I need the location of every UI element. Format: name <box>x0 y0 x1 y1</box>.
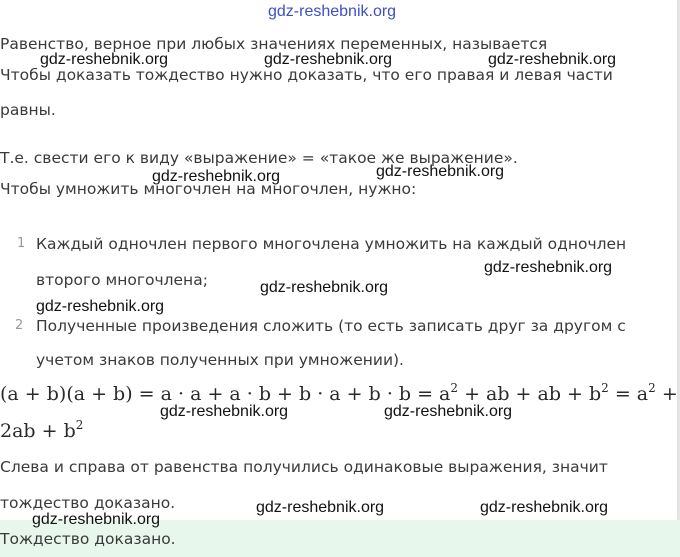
watermark: gdz-reshebnik.org <box>484 259 613 276</box>
math-expr-part: + ab + ab + b <box>458 383 602 405</box>
proof-method-line-end: равны. <box>0 101 56 119</box>
step-2-text: Полученные произведения сложить (то есть записать друг за другом с <box>36 317 626 335</box>
math-expr-part: (a + b)(a + b) = a · a + a · b + b · a + b · b = a <box>0 383 451 405</box>
math-exponent: 2 <box>450 381 459 395</box>
proof-method-line: Чтобы доказать тождество нужно доказать, что его правая и левая части <box>0 66 613 84</box>
watermark: gdz-reshebnik.org <box>260 279 389 296</box>
watermark-top: gdz-reshebnik.org <box>268 3 397 20</box>
watermark: gdz-reshebnik.org <box>40 51 169 68</box>
reduce-form-line: Т.е. свести его к виду «выражение» = «такое же выражение». <box>0 149 518 167</box>
watermark: gdz-reshebnik.org <box>256 499 385 516</box>
watermark: gdz-reshebnik.org <box>160 403 289 420</box>
answer-text: Тождество доказано. <box>0 530 176 548</box>
step-1-text-cont: второго многочлена; <box>36 271 208 289</box>
watermark: gdz-reshebnik.org <box>32 511 161 528</box>
math-line-1 <box>0 382 678 406</box>
step-1-text: Каждый одночлен первого многочлена умножить на каждый одночлен <box>36 235 627 253</box>
math-line-2 <box>0 419 83 443</box>
multiply-rule-intro: Чтобы умножить многочлен на многочлен, нужно: <box>0 180 417 198</box>
conclusion-line-end: тождество доказано. <box>0 494 176 512</box>
step-number-2: 2 <box>15 318 24 333</box>
math-expr-part: = a <box>608 383 649 405</box>
watermark: gdz-reshebnik.org <box>384 403 513 420</box>
watermark: gdz-reshebnik.org <box>152 168 281 185</box>
step-number-1: 1 <box>17 236 26 251</box>
step-2-text-cont: учетом знаков полученных при умножении). <box>36 351 404 369</box>
math-expr-part: 2ab + b <box>0 420 76 442</box>
math-expr-part: + <box>655 383 678 405</box>
watermark: gdz-reshebnik.org <box>264 51 393 68</box>
watermark: gdz-reshebnik.org <box>36 298 165 315</box>
watermark: gdz-reshebnik.org <box>480 499 609 516</box>
math-exponent: 2 <box>648 381 656 395</box>
watermark: gdz-reshebnik.org <box>376 163 505 180</box>
math-exponent: 2 <box>75 418 84 432</box>
watermark: gdz-reshebnik.org <box>488 51 617 68</box>
definition-line: Равенство, верное при любых значениях переменных, называется <box>0 35 548 53</box>
conclusion-line: Слева и справа от равенства получились одинаковые выражения, значит <box>0 458 608 476</box>
math-exponent: 2 <box>601 381 609 395</box>
